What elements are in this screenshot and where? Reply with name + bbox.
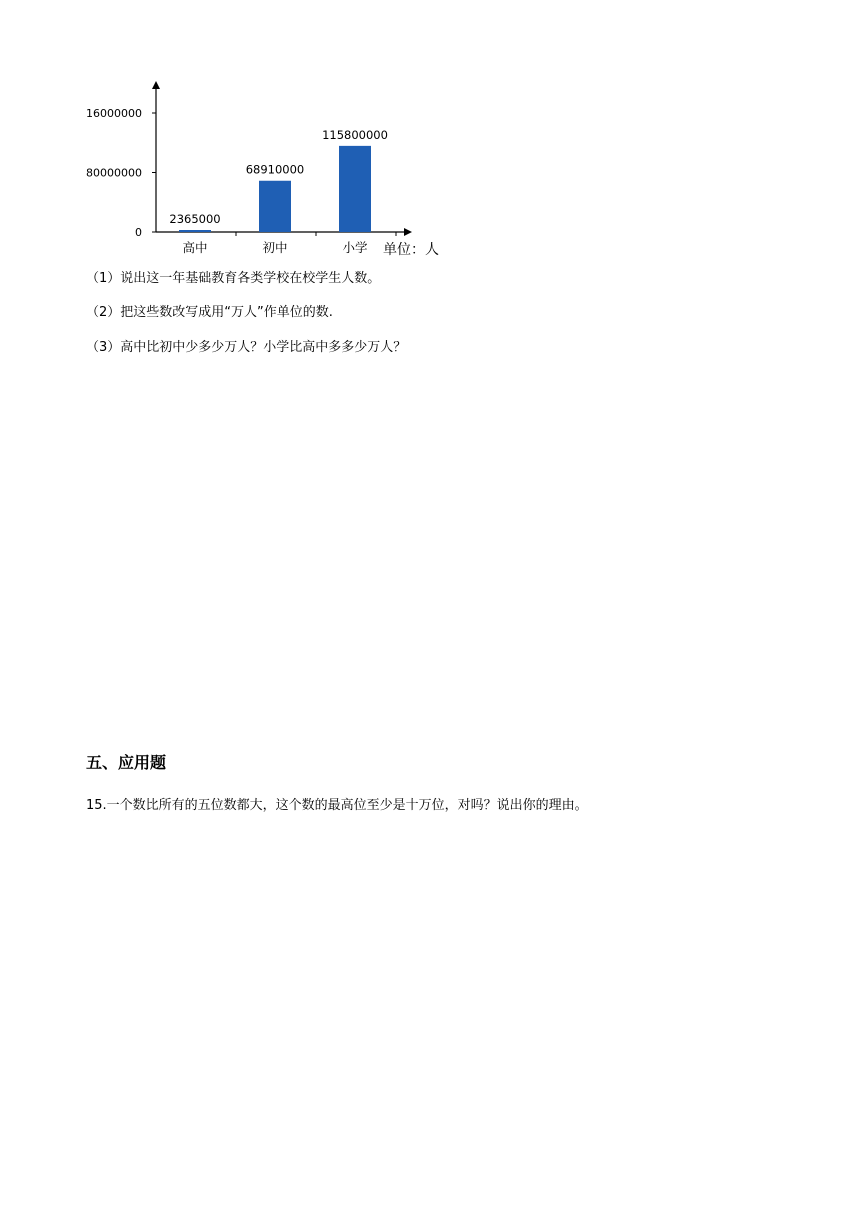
- x-tick-label-2: 小学: [342, 240, 368, 255]
- question-2: （2）把这些数改写成用“万人”作单位的数.: [86, 305, 333, 320]
- question-1: （1）说出这一年基础教育各类学校在校学生人数。: [86, 271, 381, 286]
- x-tick-label-0: 高中: [182, 240, 208, 255]
- y-tick-label-1: 80000000: [86, 166, 142, 180]
- question-3: （3）高中比初中少多少万人？小学比高中多多少万人？: [86, 340, 407, 355]
- y-axis-arrow: [152, 81, 160, 89]
- y-tick-label-2: 16000000: [86, 107, 142, 120]
- bar-0: [179, 230, 211, 232]
- y-tick-label-0: 0: [135, 226, 142, 239]
- bar-chart: [70, 75, 470, 270]
- bar-value-label-1: 68910000: [245, 162, 305, 177]
- bar-value-label-2: 115800000: [322, 127, 388, 142]
- bar-2: [339, 146, 371, 232]
- x-axis-arrow: [404, 228, 412, 236]
- problem-15: 15.一个数比所有的五位数都大，这个数的最高位至少是十万位，对吗？说出你的理由。: [86, 798, 588, 813]
- bar-1: [259, 181, 291, 232]
- bar-value-label-0: 2365000: [169, 212, 221, 226]
- bar-chart-svg: [70, 75, 470, 270]
- unit-label: 单位：人: [383, 242, 439, 258]
- section-title: 五、应用题: [86, 753, 167, 772]
- x-tick-label-1: 初中: [262, 240, 288, 255]
